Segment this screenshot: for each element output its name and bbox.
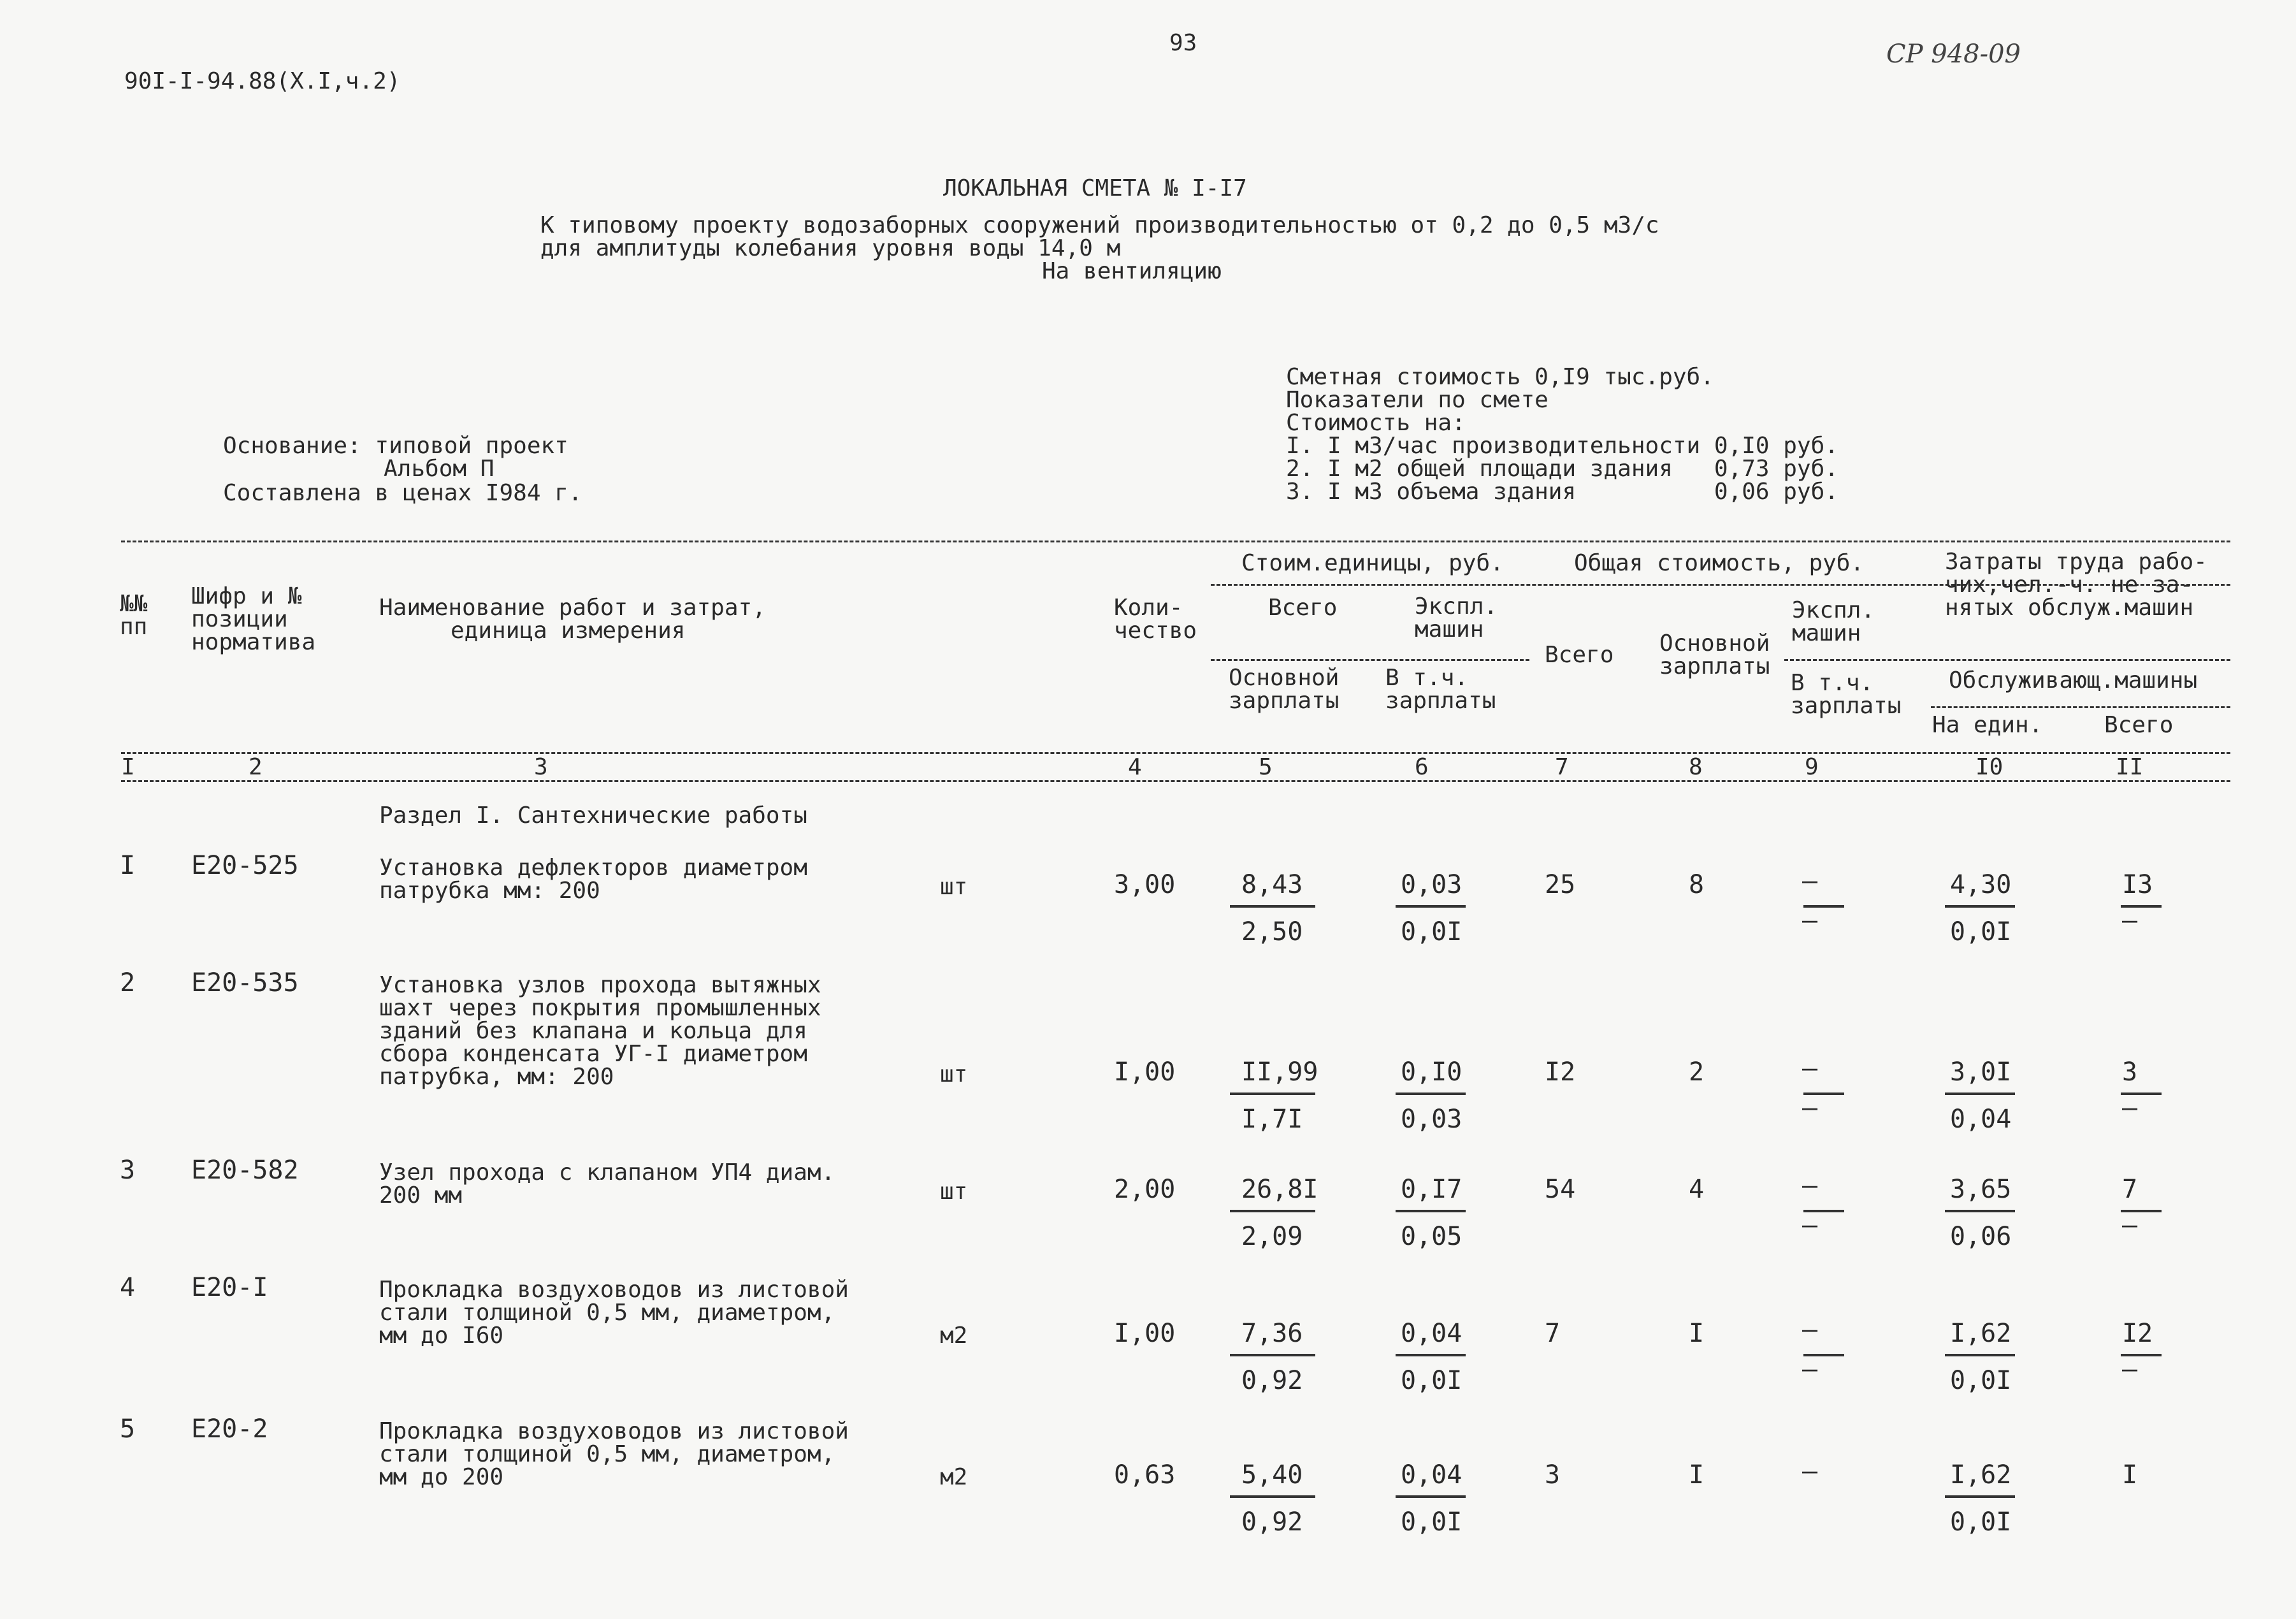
row-quantity: 0,63 bbox=[1114, 1460, 1176, 1490]
row-labor-per-unit-service: 0,0I bbox=[1950, 1366, 2012, 1395]
row-unit-base-wage: 0,92 bbox=[1241, 1366, 1303, 1395]
row-labor-total-service: – bbox=[2122, 1354, 2138, 1384]
row-labor-total-service: – bbox=[2122, 1093, 2138, 1122]
header-bottom-rule bbox=[121, 752, 2230, 754]
estimate-subject: На вентиляцию bbox=[1042, 258, 1222, 284]
col-number-8: 8 bbox=[1689, 754, 1703, 780]
col-group-unit-cost: Стоим.единицы, руб. bbox=[1241, 550, 1504, 576]
row-unit-machine-fraction-bar bbox=[1396, 1210, 1466, 1212]
row-total-machine-wage: – bbox=[1802, 906, 1818, 935]
row-labor-per-unit-fraction-bar bbox=[1945, 1093, 2015, 1095]
row-quantity: I,00 bbox=[1114, 1319, 1176, 1348]
row-work-name bbox=[379, 974, 821, 1089]
row-labor-total: 3 bbox=[2122, 1057, 2138, 1087]
row-work-name-line: мм до 200 bbox=[379, 1464, 504, 1490]
cost-per-area: 2. I м2 общей площади здания 0,73 руб. bbox=[1286, 456, 1838, 482]
row-total-base-wage: I bbox=[1689, 1319, 1705, 1348]
row-labor-total: 7 bbox=[2122, 1175, 2138, 1204]
col-header-qty: Коли- чество bbox=[1114, 595, 1197, 644]
row-unit-machine-wage: 0,0I bbox=[1401, 1507, 1462, 1537]
row-unit-base-wage: 2,09 bbox=[1241, 1222, 1303, 1251]
unit-subheader-rule bbox=[1211, 659, 1529, 661]
col-number-5: 5 bbox=[1259, 754, 1273, 780]
col-number-7: 7 bbox=[1555, 754, 1569, 780]
row-total-machine-wage: – bbox=[1802, 1210, 1818, 1240]
row-total: 7 bbox=[1545, 1319, 1561, 1348]
price-level-line: Составлена в ценах I984 г. bbox=[223, 480, 582, 506]
row-unit-total-fraction-bar bbox=[1230, 905, 1315, 908]
page-number: 93 bbox=[1169, 30, 1197, 56]
row-labor-total: I3 bbox=[2122, 870, 2153, 899]
row-work-name-line: зданий без клапана и кольца для bbox=[379, 1018, 807, 1044]
row-labor-total: I2 bbox=[2122, 1319, 2153, 1348]
summary-block bbox=[1286, 366, 1838, 504]
column-numbers-rule bbox=[121, 780, 2230, 782]
row-labor-per-unit: 3,0I bbox=[1950, 1057, 2012, 1087]
row-work-name-line: Установка дефлекторов диаметром bbox=[379, 855, 807, 881]
row-unit-machine-fraction-bar bbox=[1396, 1495, 1466, 1498]
col-group-total-cost: Общая стоимость, руб. bbox=[1574, 550, 1865, 576]
indicators-heading: Показатели по смете bbox=[1286, 387, 1549, 413]
row-work-name-line: стали толщиной 0,5 мм, диаметром, bbox=[379, 1441, 835, 1467]
row-labor-per-unit: 3,65 bbox=[1950, 1175, 2012, 1204]
row-quantity: 3,00 bbox=[1114, 870, 1176, 899]
row-code: Е20-2 bbox=[191, 1414, 268, 1444]
row-unit-machine: 0,04 bbox=[1401, 1319, 1462, 1348]
col-number-4: 4 bbox=[1128, 754, 1142, 780]
row-number: 3 bbox=[120, 1156, 136, 1185]
col-header-num: №№ пп bbox=[120, 591, 148, 640]
document-code: 90I-I-94.88(X.I,ч.2) bbox=[124, 68, 401, 94]
row-unit-base-wage: 2,50 bbox=[1241, 917, 1303, 947]
album-line: Альбом П bbox=[384, 456, 495, 482]
row-unit-machine-wage: 0,0I bbox=[1401, 917, 1462, 947]
machine-subheader-rule bbox=[1784, 659, 2230, 661]
row-unit-total-fraction-bar bbox=[1230, 1354, 1315, 1356]
row-labor-per-unit-fraction-bar bbox=[1945, 1495, 2015, 1498]
row-total-base-wage: 2 bbox=[1689, 1057, 1705, 1087]
row-labor-per-unit-fraction-bar bbox=[1945, 1354, 2015, 1356]
row-work-name-line: мм до I60 bbox=[379, 1323, 504, 1349]
row-code: Е20-I bbox=[191, 1273, 268, 1302]
row-labor-per-unit-service: 0,0I bbox=[1950, 917, 2012, 947]
row-work-name-line: Установка узлов прохода вытяжных bbox=[379, 972, 821, 998]
row-work-name bbox=[379, 857, 807, 903]
row-total-machine: – bbox=[1802, 1456, 1818, 1486]
col-header-labor-service: Обслуживающ.машины bbox=[1949, 667, 2198, 693]
row-code: Е20-525 bbox=[191, 851, 299, 880]
col-number-3: 3 bbox=[534, 754, 548, 780]
row-labor-per-unit: I,62 bbox=[1950, 1460, 2012, 1490]
row-work-name-line: шахт через покрытия промышленных bbox=[379, 995, 821, 1021]
row-unit-total: 7,36 bbox=[1241, 1319, 1303, 1348]
col-header-unit-machine: Экспл. машин bbox=[1415, 593, 1498, 643]
table-top-rule bbox=[121, 541, 2230, 542]
col-header-labor-total: Всего bbox=[2104, 712, 2174, 738]
row-work-name-line: стали толщиной 0,5 мм, диаметром, bbox=[379, 1300, 835, 1326]
row-labor-per-unit-service: 0,0I bbox=[1950, 1507, 2012, 1537]
row-total-machine: – bbox=[1802, 1315, 1818, 1344]
col-header-unit-total: Всего bbox=[1268, 595, 1338, 621]
col-header-unit-incl-wage: В т.ч. зарплаты bbox=[1385, 665, 1496, 714]
row-unit-machine-wage: 0,03 bbox=[1401, 1105, 1462, 1134]
cost-per-volume: 3. I м3 объема здания 0,06 руб. bbox=[1286, 479, 1838, 505]
basis-line: Основание: типовой проект bbox=[223, 433, 568, 459]
row-work-name-line: Узел прохода с клапаном УП4 диам. bbox=[379, 1159, 835, 1186]
row-number: 5 bbox=[120, 1414, 136, 1444]
row-total-machine-wage: – bbox=[1802, 1354, 1818, 1384]
row-labor-per-unit-fraction-bar bbox=[1945, 1210, 2015, 1212]
col-number-9: 9 bbox=[1805, 754, 1819, 780]
row-unit-machine-wage: 0,05 bbox=[1401, 1222, 1462, 1251]
cost-per-heading: Стоимость на: bbox=[1286, 410, 1466, 436]
row-unit-total: 8,43 bbox=[1241, 870, 1303, 899]
row-unit: м2 bbox=[940, 1323, 968, 1349]
row-unit-total-fraction-bar bbox=[1230, 1495, 1315, 1498]
col-number-10: I0 bbox=[1975, 754, 2004, 780]
row-number: 2 bbox=[120, 968, 136, 998]
row-total-base-wage: 8 bbox=[1689, 870, 1705, 899]
row-unit: шт bbox=[940, 874, 968, 900]
row-work-name-line: 200 мм bbox=[379, 1182, 463, 1209]
row-unit: шт bbox=[940, 1061, 968, 1087]
row-labor-per-unit-fraction-bar bbox=[1945, 905, 2015, 908]
estimated-cost: Сметная стоимость 0,I9 тыс.руб. bbox=[1286, 364, 1714, 390]
col-header-name: Наименование работ и затрат, единица измерения bbox=[379, 595, 766, 644]
col-group-labor: Затраты труда рабо- чих,чел.-ч. не за- нятых обслуж.машин bbox=[1945, 549, 2207, 621]
row-labor-total: I bbox=[2122, 1460, 2138, 1490]
row-total: I2 bbox=[1545, 1057, 1576, 1087]
col-number-2: 2 bbox=[249, 754, 263, 780]
row-number: I bbox=[120, 851, 136, 880]
archive-stamp: СР 948-09 bbox=[1886, 40, 2021, 69]
row-unit-total: II,99 bbox=[1241, 1057, 1318, 1087]
cost-per-capacity: I. I м3/час производительности 0,I0 руб. bbox=[1286, 433, 1838, 459]
row-total-machine: – bbox=[1802, 1054, 1818, 1083]
row-labor-per-unit-service: 0,04 bbox=[1950, 1105, 2012, 1134]
row-unit-machine-fraction-bar bbox=[1396, 1093, 1466, 1095]
col-header-total-all: Всего bbox=[1545, 642, 1614, 668]
row-quantity: I,00 bbox=[1114, 1057, 1176, 1087]
row-total: 3 bbox=[1545, 1460, 1561, 1490]
row-code: Е20-535 bbox=[191, 968, 299, 998]
row-total: 54 bbox=[1545, 1175, 1576, 1204]
col-header-labor-per-unit: На един. bbox=[1932, 712, 2043, 738]
row-labor-total-service: – bbox=[2122, 906, 2138, 935]
row-unit-machine-fraction-bar bbox=[1396, 905, 1466, 908]
col-header-total-incl-wage: В т.ч. зарплаты bbox=[1791, 670, 1902, 719]
row-total-machine-wage: – bbox=[1802, 1093, 1818, 1122]
row-work-name-line: Прокладка воздуховодов из листовой bbox=[379, 1418, 849, 1444]
row-unit-base-wage: I,7I bbox=[1241, 1105, 1303, 1134]
row-work-name-line: сбора конденсата УГ-I диаметром bbox=[379, 1041, 807, 1067]
row-work-name-line: Прокладка воздуховодов из листовой bbox=[379, 1277, 849, 1303]
col-header-code: Шифр и № позиции норматива bbox=[191, 583, 316, 655]
row-labor-total-service: – bbox=[2122, 1210, 2138, 1240]
col-header-unit-base-wage: Основной зарплаты bbox=[1229, 665, 1339, 714]
row-unit-machine: 0,I7 bbox=[1401, 1175, 1462, 1204]
row-unit-machine: 0,03 bbox=[1401, 870, 1462, 899]
water-level-description: для амплитуды колебания уровня воды 14,0 м bbox=[540, 235, 1121, 261]
row-code: Е20-582 bbox=[191, 1156, 299, 1185]
estimate-title: ЛОКАЛЬНАЯ СМЕТА № I-I7 bbox=[943, 175, 1247, 201]
col-number-6: 6 bbox=[1415, 754, 1429, 780]
row-work-name-line: патрубка мм: 200 bbox=[379, 878, 600, 904]
row-quantity: 2,00 bbox=[1114, 1175, 1176, 1204]
row-total: 25 bbox=[1545, 870, 1576, 899]
row-work-name bbox=[379, 1161, 835, 1207]
row-unit-machine-wage: 0,0I bbox=[1401, 1366, 1462, 1395]
row-total-machine: – bbox=[1802, 1171, 1818, 1200]
col-number-11: II bbox=[2116, 754, 2144, 780]
row-labor-per-unit-service: 0,06 bbox=[1950, 1222, 2012, 1251]
row-labor-per-unit: I,62 bbox=[1950, 1319, 2012, 1348]
row-number: 4 bbox=[120, 1273, 136, 1302]
row-work-name bbox=[379, 1279, 849, 1347]
row-total-machine: – bbox=[1802, 866, 1818, 896]
row-unit-total: 5,40 bbox=[1241, 1460, 1303, 1490]
row-unit-machine-fraction-bar bbox=[1396, 1354, 1466, 1356]
row-unit-machine: 0,04 bbox=[1401, 1460, 1462, 1490]
col-header-total-base-wage: Основной зарплаты bbox=[1659, 630, 1770, 679]
labor-subheader-rule bbox=[1931, 706, 2230, 708]
row-labor-per-unit: 4,30 bbox=[1950, 870, 2012, 899]
row-unit-total-fraction-bar bbox=[1230, 1210, 1315, 1212]
row-unit: шт bbox=[940, 1179, 968, 1205]
row-unit-base-wage: 0,92 bbox=[1241, 1507, 1303, 1537]
row-work-name bbox=[379, 1420, 849, 1489]
col-header-total-machine: Экспл. машин bbox=[1792, 597, 1875, 646]
row-unit-total-fraction-bar bbox=[1230, 1093, 1315, 1095]
section-title: Раздел I. Сантехнические работы bbox=[379, 802, 807, 829]
col-number-1: I bbox=[121, 754, 135, 780]
row-unit-total: 26,8I bbox=[1241, 1175, 1318, 1204]
row-total-base-wage: 4 bbox=[1689, 1175, 1705, 1204]
row-unit: м2 bbox=[940, 1464, 968, 1490]
row-unit-machine: 0,I0 bbox=[1401, 1057, 1462, 1087]
row-work-name-line: патрубка, мм: 200 bbox=[379, 1064, 614, 1090]
project-description: К типовому проекту водозаборных сооружений производительностью от 0,2 до 0,5 м3/с bbox=[540, 212, 1659, 238]
row-total-base-wage: I bbox=[1689, 1460, 1705, 1490]
